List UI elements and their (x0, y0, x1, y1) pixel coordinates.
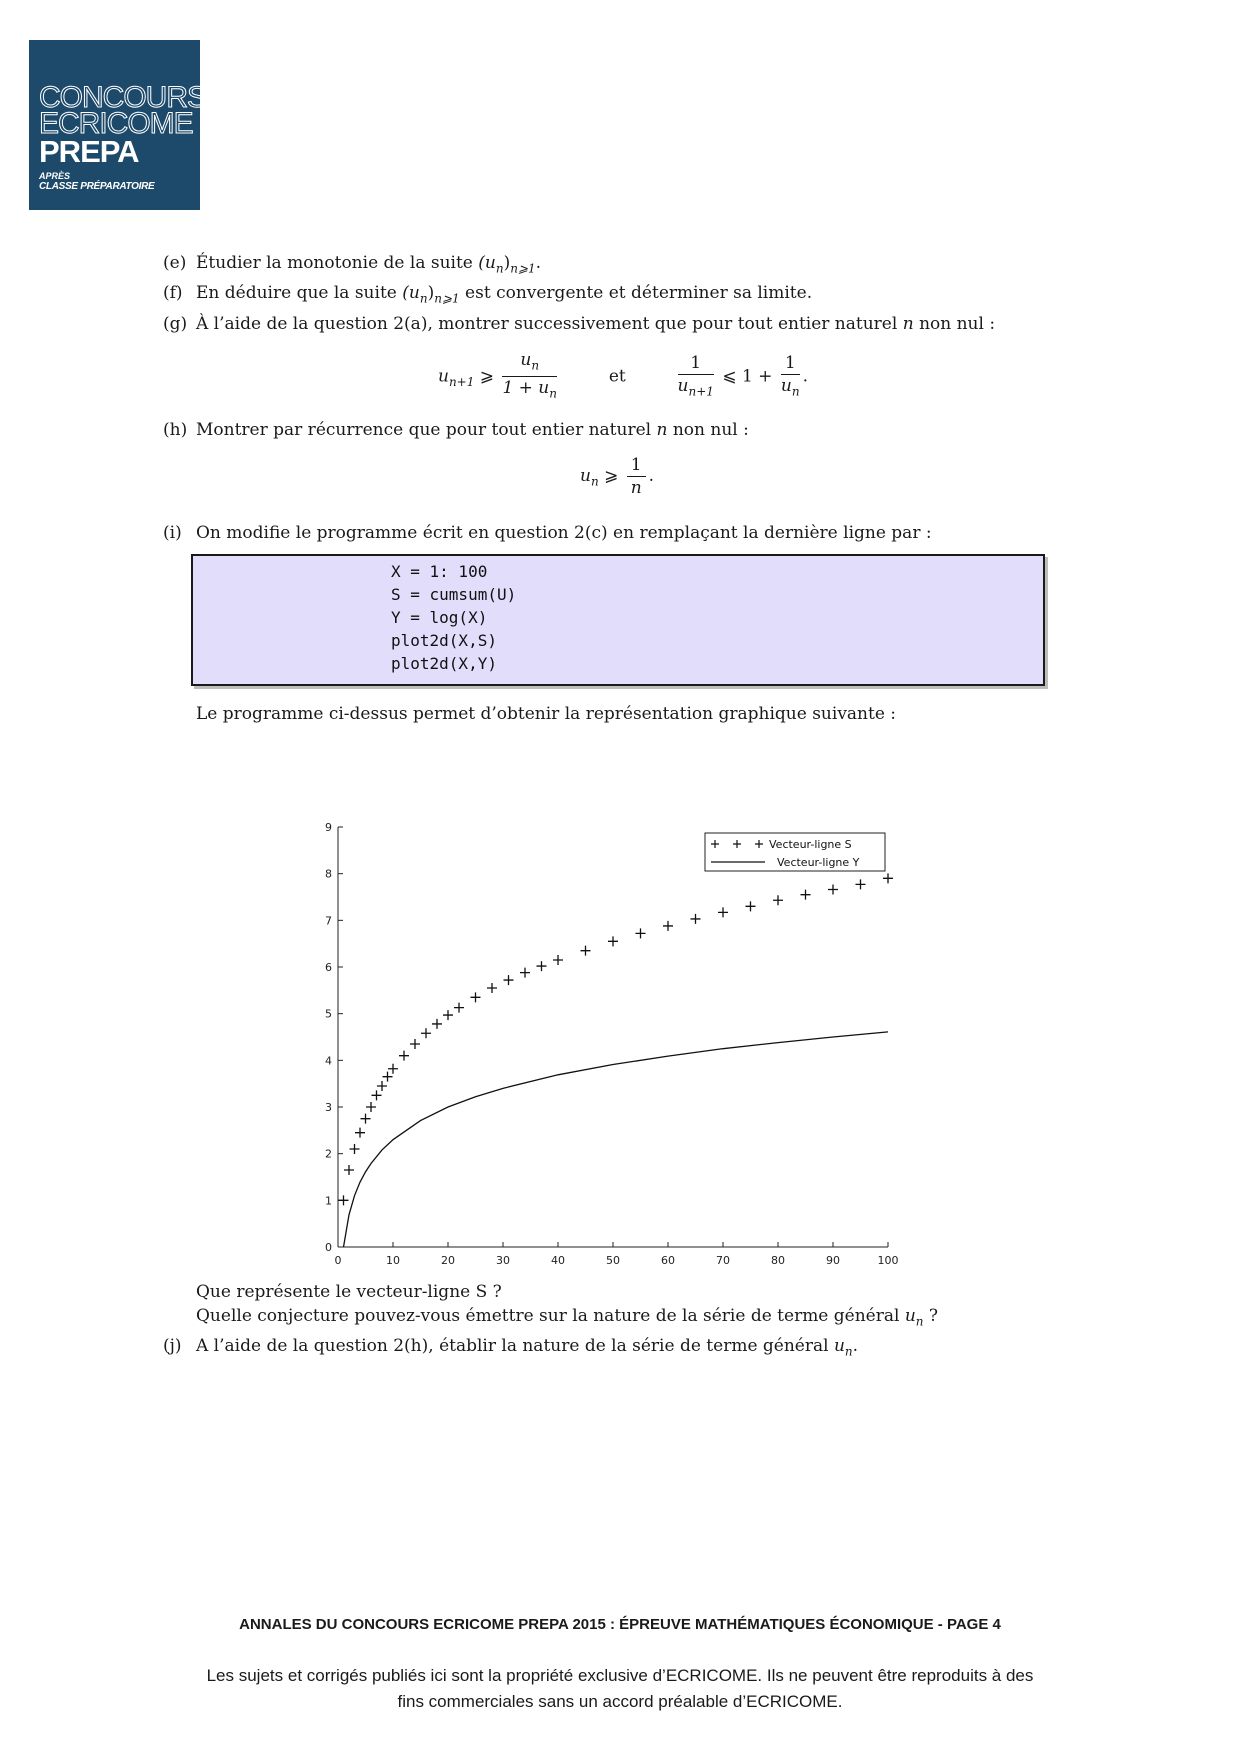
code-line: plot2d(X,S) (391, 631, 497, 650)
variable-n: n (656, 420, 668, 440)
series-point-S (361, 1114, 371, 1124)
frac-den: 1 + u (502, 378, 550, 399)
equation-g (438, 350, 808, 404)
code-line: S = cumsum(U) (391, 585, 517, 604)
x-tick-label: 20 (441, 1254, 455, 1267)
series-point-S (504, 975, 514, 985)
y-tick-label: 1 (325, 1194, 332, 1208)
question-text: On modifie le programme écrit en question 2(c) en remplaçant la dernière ligne par : (196, 523, 932, 543)
code-line: X = 1: 100 (391, 562, 488, 581)
eq-and: et (608, 366, 626, 387)
frac-den-sub: n+1 (688, 384, 714, 399)
series-point-S (355, 1128, 365, 1138)
eq-relation: ⩽ 1 + (722, 366, 773, 387)
series-point-S (746, 901, 756, 911)
series-point-S (718, 907, 728, 917)
series-point-S (608, 936, 618, 946)
code-line: plot2d(X,Y) (391, 654, 497, 673)
code-block (191, 554, 1045, 686)
frac-num: 1 (627, 455, 646, 477)
question-text-end: non nul : (667, 420, 749, 440)
eq-lhs: u (438, 366, 449, 387)
sequence-symbol: (u (478, 253, 496, 273)
post-chart-question-1: Que représente le vecteur-ligne S ? (196, 1282, 502, 1302)
question-f (163, 282, 812, 309)
question-label: (g) (163, 314, 188, 334)
frac-num: 1 (781, 353, 800, 375)
sequence-index: n⩾1 (510, 261, 536, 276)
frac-den-sub: n (549, 386, 557, 401)
variable-n: n (902, 314, 914, 334)
fraction (781, 353, 800, 401)
series-point-S (773, 895, 783, 905)
y-tick-label: 0 (325, 1241, 332, 1254)
series-point-S (856, 879, 866, 889)
series-point-S (471, 992, 481, 1002)
question-text: En déduire que la suite (196, 283, 403, 303)
variable-sub: n (915, 1314, 924, 1329)
x-tick-label: 60 (661, 1254, 675, 1267)
series-point-S (801, 890, 811, 900)
sequence-close: ) (427, 283, 435, 303)
chart (310, 815, 910, 1275)
series-point-S (636, 928, 646, 938)
eq-lhs-sub: n (590, 474, 599, 489)
x-tick-label: 0 (334, 1254, 342, 1267)
question-h (163, 419, 749, 441)
fraction (627, 455, 646, 498)
fraction (502, 350, 557, 404)
sequence-subscript: n (495, 261, 504, 276)
sequence-subscript: n (419, 291, 428, 306)
series-point-S (883, 873, 893, 883)
x-tick-label: 40 (551, 1254, 565, 1267)
eq-end: . (802, 366, 809, 387)
question-g (163, 313, 995, 335)
variable-sub: n (844, 1344, 853, 1359)
series-line-Y (344, 1032, 889, 1247)
variable-u: u (833, 1336, 845, 1356)
ecricome-logo (29, 40, 207, 210)
y-tick-label: 2 (325, 1147, 332, 1161)
x-tick-label: 100 (877, 1254, 899, 1267)
question-label: (i) (163, 523, 182, 543)
series-point-S (828, 885, 838, 895)
legend-label-S: Vecteur-ligne S (769, 838, 852, 851)
series-point-S (350, 1144, 360, 1154)
code-line: Y = log(X) (391, 608, 488, 627)
x-tick-label: 90 (826, 1254, 840, 1267)
series-point-S (410, 1039, 420, 1049)
y-tick-label: 7 (325, 914, 332, 928)
logo-line-classe: CLASSE PRÉPARATOIRE (39, 181, 155, 192)
question-text: Quelle conjecture pouvez-vous émettre sur la nature de la série de terme général (196, 1306, 905, 1326)
question-text: A l’aide de la question 2(h), établir la nature de la série de terme général (196, 1336, 834, 1356)
logo-line-prepa: PREPA (39, 134, 139, 169)
footer-title: ANNALES DU CONCOURS ECRICOME PREPA 2015 : ÉPREUVE MATHÉMATIQUES ÉCONOMIQUE - PAGE 4 (239, 1616, 1001, 1633)
post-chart-question-2 (196, 1305, 938, 1332)
series-point-S (344, 1165, 354, 1175)
logo-line-concours: CONCOURS (39, 81, 207, 114)
y-tick-label: 4 (325, 1054, 332, 1068)
frac-num: 1 (678, 353, 714, 375)
eq-lhs: u (580, 466, 591, 486)
x-tick-label: 10 (386, 1254, 400, 1267)
question-label: (f) (163, 283, 183, 303)
question-j (163, 1335, 858, 1362)
footer-legal-line-2: fins commerciales sans un accord préalable d’ECRICOME. (397, 1692, 843, 1711)
question-label: (j) (163, 1336, 182, 1356)
question-text-end: . (852, 1336, 859, 1356)
y-tick-label: 3 (325, 1101, 332, 1114)
sequence-symbol: (u (402, 283, 420, 303)
y-tick-label: 6 (325, 961, 332, 974)
question-text-end: ? (923, 1306, 939, 1326)
logo-line-apres: APRÈS (39, 171, 71, 181)
eq-relation: ⩾ (479, 366, 495, 387)
series-point-S (553, 955, 563, 965)
series-point-S (443, 1010, 453, 1020)
x-tick-label: 30 (496, 1254, 510, 1267)
x-tick-label: 80 (771, 1254, 785, 1267)
series-point-S (377, 1081, 387, 1091)
eq-end: . (648, 466, 654, 486)
series-point-S (520, 968, 530, 978)
series-point-S (421, 1028, 431, 1038)
question-i (163, 522, 932, 544)
eq-lhs-sub: n+1 (448, 374, 475, 389)
footer-legal-line-1: Les sujets et corrigés publiés ici sont la propriété exclusive d’ECRICOME. Ils ne peuvent être reproduits à des (206, 1666, 1034, 1685)
question-text: Étudier la monotonie de la suite (196, 253, 479, 273)
series-point-S (372, 1090, 382, 1100)
footer-legal (0, 1663, 1240, 1715)
series-point-S (691, 914, 701, 924)
series-point-S (339, 1195, 349, 1205)
fraction (678, 353, 714, 401)
series-point-S (432, 1019, 442, 1029)
series-point-S (663, 921, 673, 931)
y-tick-label: 9 (325, 821, 332, 834)
frac-num-sub: n (531, 358, 540, 373)
frac-den: u (780, 375, 792, 396)
series-point-S (454, 1003, 464, 1013)
frac-den: n (630, 478, 642, 498)
series-point-S (383, 1072, 393, 1082)
sequence-close: ) (503, 253, 511, 273)
series-point-S (487, 983, 497, 993)
question-text: À l’aide de la question 2(a), montrer successivement que pour tout entier naturel (196, 314, 903, 334)
after-code-text: Le programme ci-dessus permet d’obtenir la représentation graphique suivante : (196, 704, 897, 724)
y-tick-label: 8 (325, 867, 332, 881)
series-point-S (537, 961, 547, 971)
equation-h (580, 455, 654, 498)
x-tick-label: 50 (606, 1254, 620, 1267)
question-label: (h) (163, 420, 188, 440)
question-text-end: non nul : (913, 314, 996, 334)
sequence-index: n⩾1 (434, 291, 460, 306)
question-e (163, 252, 541, 279)
legend-label-Y: Vecteur-ligne Y (777, 856, 860, 869)
variable-u: u (904, 1306, 916, 1326)
eq-relation: ⩾ (604, 466, 619, 486)
logo-line-ecricome: ECRICOME (39, 107, 193, 140)
frac-num: u (520, 350, 532, 370)
frac-den-sub: n (791, 384, 800, 399)
frac-den: u (677, 375, 689, 396)
series-point-S (581, 946, 591, 956)
question-label: (e) (163, 253, 187, 273)
question-text-end: est convergente et déterminer sa limite. (459, 283, 813, 303)
x-tick-label: 70 (716, 1254, 730, 1267)
series-point-S (388, 1064, 398, 1074)
question-text-end: . (535, 253, 542, 273)
question-text: Montrer par récurrence que pour tout entier naturel (196, 420, 657, 440)
y-tick-label: 5 (325, 1007, 332, 1021)
series-point-S (399, 1051, 409, 1061)
series-point-S (366, 1102, 376, 1112)
